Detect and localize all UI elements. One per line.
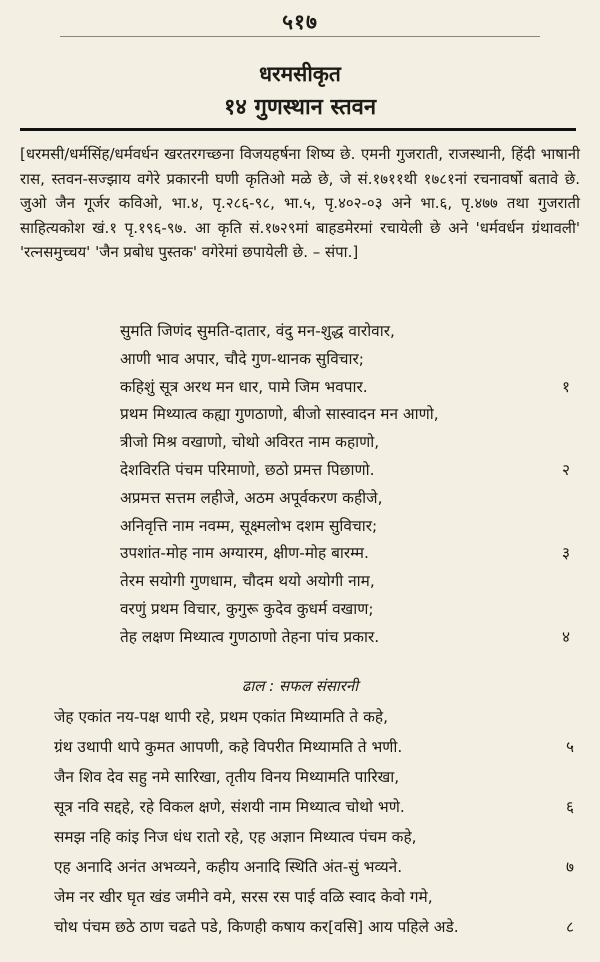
author-heading: धरमसीकृत bbox=[259, 62, 341, 86]
verse-block bbox=[120, 318, 570, 652]
verse-number: ५ bbox=[565, 738, 574, 756]
verse-number: ३ bbox=[561, 544, 570, 563]
page-number: ५१७ bbox=[282, 10, 318, 34]
header-rule bbox=[60, 36, 540, 37]
verse-line bbox=[120, 318, 560, 346]
verse-number: ४ bbox=[561, 627, 570, 646]
line-text: ग्रंथ उथापी थापे कुमत आपणी, कहे विपरीत मिथ्यामति ते भणी. bbox=[54, 738, 403, 756]
line-text: जेह एकांत नय-पक्ष थापी रहे, प्रथम एकांत मिथ्यामति ते कहे, bbox=[54, 708, 388, 726]
editor-note bbox=[20, 142, 580, 265]
dhal-heading: ढाल : सफल संसारनी bbox=[241, 677, 359, 695]
line-text: चोथ पंचम छठे ठाण चढते पडे, किणही कषाय कर[वसि] आय पहिले अडे. bbox=[54, 918, 459, 936]
song-line bbox=[54, 762, 574, 792]
line-text: तेरम सयोगी गुणधाम, चौदम थयो अयोगी नाम, bbox=[120, 572, 375, 591]
line-text: तेह लक्षण मिथ्यात्व गुणठाणो तेहना पांच प्रकार. bbox=[120, 627, 380, 646]
line-text: प्रथम मिथ्यात्व कह्या गुणठाणो, बीजो सास्वादन मन आणो, bbox=[120, 405, 439, 424]
verse-line bbox=[120, 624, 570, 652]
verse-number: १ bbox=[561, 377, 570, 396]
verse-number: ६ bbox=[565, 798, 574, 816]
line-text: वरणुं प्रथम विचार, कुगुरू कुदेव कुधर्म वखाण; bbox=[120, 599, 374, 618]
verse-line bbox=[120, 596, 560, 624]
verse-number: ७ bbox=[565, 858, 574, 876]
line-text: जैन शिव देव सहु नमे सारिखा, तृतीय विनय मिथ्यामति पारिखा, bbox=[54, 768, 400, 786]
verse-line bbox=[120, 346, 560, 374]
verse-line bbox=[120, 374, 570, 402]
song-line bbox=[54, 792, 574, 822]
song-line bbox=[54, 702, 574, 732]
line-text: सूत्र नवि सद्दहे, रहे विकल क्षणे, संशयी नाम मिथ्यात्व चोथो भणे. bbox=[54, 798, 405, 816]
line-text: उपशांत-मोह नाम अग्यारम, क्षीण-मोह बारम्म. bbox=[120, 544, 369, 563]
line-text: देशविरति पंचम परिमाणो, छठो प्रमत्त पिछाणो. bbox=[120, 460, 375, 479]
verse-line bbox=[120, 401, 560, 429]
line-text: अनिवृत्ति नाम नवम्म, सूक्ष्मलोभ दशम सुविचार; bbox=[120, 516, 378, 535]
line-text: कहिशुं सूत्र अरथ मन धार, पामे जिम भवपार. bbox=[120, 377, 368, 396]
song-line bbox=[54, 732, 574, 762]
line-text: समझ नहि कांइ निज धंध रातो रहे, एह अज्ञान मिथ्यात्व पंचम कहे, bbox=[54, 828, 417, 846]
song-block bbox=[54, 702, 574, 942]
line-text: जेम नर खीर घृत खंड जमीने वमे, सरस रस पाई वळि स्वाद केवो गमे, bbox=[54, 888, 433, 906]
verse-line bbox=[120, 429, 560, 457]
title-rule bbox=[20, 128, 576, 131]
line-text: सुमति जिणंद सुमति-दातार, वंदु मन-शुद्ध वारोवार, bbox=[120, 322, 395, 340]
verse-line bbox=[120, 568, 560, 596]
verse-line bbox=[120, 513, 560, 541]
song-line bbox=[54, 912, 574, 942]
line-text: त्रीजो मिश्र वखाणो, चोथो अविरत नाम कहाणो, bbox=[120, 433, 380, 452]
verse-line bbox=[120, 485, 560, 513]
verse-number: २ bbox=[561, 460, 570, 479]
line-text: अप्रमत्त सत्तम लहीजे, अठम अपूर्वकरण कहीजे, bbox=[120, 488, 383, 507]
song-line bbox=[54, 822, 574, 852]
line-text: आणी भाव अपार, चौदे गुण-थानक सुविचार; bbox=[120, 349, 364, 368]
song-line bbox=[54, 882, 574, 912]
verse-number: ८ bbox=[565, 918, 574, 936]
page-title: १४ गुणस्थान स्तवन bbox=[223, 95, 377, 120]
song-line bbox=[54, 852, 574, 882]
line-text: एह अनादि अनंत अभव्यने, कहीय अनादि स्थिति अंत-सुं भव्यने. bbox=[54, 858, 403, 876]
editor-note-text: [धरमसी/धर्मसिंह/धर्मवर्धन खरतरगच्छना विजयहर्षना शिष्य छे. एमनी गुजराती, राजस्थानी, हिंदी भाषानी रास, स्तवन-सज्झाय वगेरे प्रकारनी घणी कृतिओ मळे छे, जे सं.१७११थी १७८१नां रचनावर्षो बतावे छे. जुओ जैन गूर्जर कविओ, भा.४, पृ.२८६-९८, भा.५, पृ.४०२-०३ अने भा.६, पृ.४७७ तथा गुजराती साहित्यकोश खं.१ पृ.१९६-९७. आ कृति सं.१७२९मां बाहडमेरमां रचायेली छे अने 'धर्मवर्धन ग्रंथावली' 'रत्नसमुच्चय' 'जैन प्रबोध पुस्तक' वगेरेमां छपायेली छे. – संपा.] bbox=[20, 145, 580, 261]
verse-line bbox=[120, 540, 570, 568]
verse-line bbox=[120, 457, 570, 485]
